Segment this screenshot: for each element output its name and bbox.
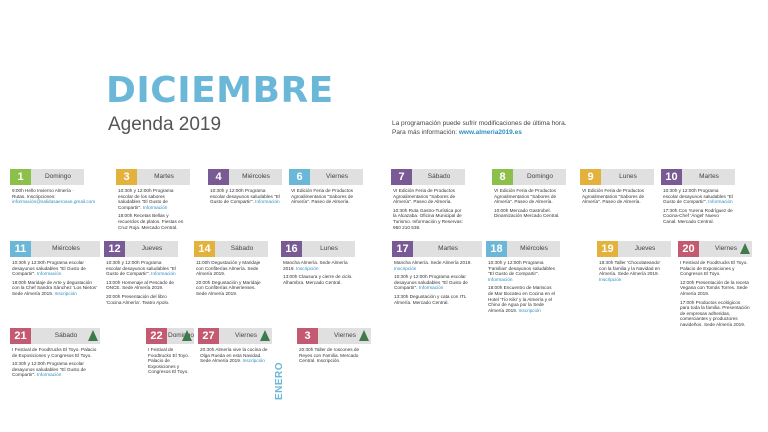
event-text: VI Edición Feria de Productos Agroalimentarios "Sabores de Almería". Paseo de Almería. <box>393 188 456 205</box>
day-header <box>146 328 194 344</box>
event-text: VI Edición Feria de Productos Agroalimentarios "Sabores de Almería". Paseo de Almería. <box>494 188 557 205</box>
day-header <box>678 241 752 257</box>
event-text: 18:30h Taller 'Chocolateando' con la familia y la Navidad en Almería. Sede Almería 2019. <box>599 260 661 277</box>
day-card <box>194 241 268 300</box>
event-item <box>106 280 176 291</box>
day-events <box>198 344 272 364</box>
day-number: 3 <box>297 328 318 344</box>
day-card <box>580 169 654 208</box>
day-number: 20 <box>678 241 699 257</box>
day-header <box>10 169 84 185</box>
day-weekday: Martes <box>699 173 719 180</box>
info-link[interactable]: Información <box>151 271 176 277</box>
day-card <box>198 328 272 367</box>
day-number: 4 <box>208 169 229 185</box>
event-item <box>299 347 369 364</box>
event-text: 10:30h y 12:00h Programa escolar desayunos saludables "El Gusto de Compartir". <box>12 361 86 378</box>
event-item <box>394 260 480 271</box>
day-card <box>281 241 355 288</box>
day-events <box>486 257 560 313</box>
event-item <box>393 188 463 205</box>
day-header <box>104 241 178 257</box>
christmas-tree-icon <box>359 330 369 341</box>
day-events <box>116 185 190 230</box>
day-header <box>392 241 482 257</box>
event-text: 10:30h y 12:00h Programa 'Familias' desayunos saludables "El Gusto de Compartir". <box>488 260 555 277</box>
event-item <box>106 294 176 305</box>
event-item <box>283 260 353 271</box>
event-text: 18:00h Encuentro de Mariscos de Mar Bocateo en Cocina en el Hotel 'Tío Kiki' y la Almería y el Chino de Agua por la Sede Almería 2019. <box>488 285 555 313</box>
info-link[interactable]: Inscripción <box>54 290 77 296</box>
day-number: 17 <box>392 241 413 257</box>
event-text: 20:00h Presentación del libro 'Cocina Almería'. Teatro Apolo. <box>106 293 170 305</box>
day-events <box>597 257 671 282</box>
event-text: 17:00h Productos ecológicos para toda la familia. Presentación de empresas adheridas, comerciantes y productores navideños. Sede Almería 2019. <box>680 299 750 327</box>
day-number: 12 <box>104 241 125 257</box>
info-link[interactable]: Información <box>36 271 62 277</box>
day-weekday: Viernes <box>334 332 356 339</box>
notice-prefix: Para más información: <box>392 129 459 136</box>
day-header <box>10 241 100 257</box>
day-weekday: Viernes <box>235 332 257 339</box>
day-number: 3 <box>116 169 137 185</box>
day-number: 14 <box>194 241 215 257</box>
day-header <box>492 169 566 185</box>
info-link[interactable]: Información <box>488 276 513 282</box>
day-header <box>597 241 671 257</box>
day-header <box>580 169 654 185</box>
day-number: 21 <box>10 328 31 344</box>
info-link[interactable]: Inscripción <box>518 307 541 313</box>
info-link[interactable]: Inscripción <box>242 358 265 364</box>
event-item <box>283 274 353 285</box>
day-weekday: Domingo <box>168 332 195 339</box>
event-item <box>394 274 480 291</box>
event-item <box>12 347 98 358</box>
event-item <box>680 260 750 277</box>
event-text: 9:00h Hello Invierno Almería · Rutas. Inscripciones: <box>12 188 74 199</box>
day-header <box>297 328 371 344</box>
event-item <box>394 294 480 305</box>
event-text: VI Edición Feria de Productos Agroalimentarios "Sabores de Almería". Paseo de Almería. <box>582 188 645 205</box>
day-events <box>10 257 100 297</box>
event-item <box>200 347 270 364</box>
day-number: 1 <box>10 169 31 185</box>
day-events <box>297 344 371 364</box>
day-number: 16 <box>281 241 302 257</box>
event-item <box>393 208 463 230</box>
day-number: 18 <box>486 241 507 257</box>
day-number: 9 <box>580 169 601 185</box>
event-text: 13:00h Homenaje al Pescado de ONCE. Sede Almería 2019. <box>106 279 175 291</box>
day-number: 19 <box>597 241 618 257</box>
day-card <box>486 241 560 316</box>
event-item <box>494 188 564 205</box>
day-header <box>198 328 272 344</box>
day-weekday: Miércoles <box>520 245 548 252</box>
day-events <box>208 185 282 205</box>
christmas-tree-icon <box>182 330 192 341</box>
day-events <box>661 185 735 225</box>
day-card <box>661 169 735 228</box>
day-events <box>391 185 465 230</box>
day-weekday: Jueves <box>634 245 656 252</box>
event-text: 10:30h Ruta Gastro-Turística por la Alcazaba. Oficina Municipal de Turismo. Información y Reservas: 950 210 538. <box>393 207 463 230</box>
day-weekday: Sábado <box>230 245 254 252</box>
day-events <box>289 185 363 205</box>
day-card <box>297 328 371 367</box>
day-number: 6 <box>289 169 310 185</box>
day-weekday: Sábado <box>54 332 78 339</box>
event-item <box>210 188 280 205</box>
day-card <box>146 328 194 378</box>
day-card <box>104 241 178 308</box>
event-text: 12:00h Presentación de la receta Vegana con Tomás Torres. Sede Almería 2019. <box>680 279 749 296</box>
info-link[interactable]: Información <box>142 204 168 210</box>
day-weekday: Miércoles <box>52 245 80 252</box>
christmas-tree-icon <box>88 330 98 341</box>
event-item <box>680 300 750 328</box>
day-weekday: Martes <box>438 245 458 252</box>
day-events <box>10 344 100 378</box>
day-card <box>678 241 752 331</box>
event-text: 10:30h y 12:00h Programa escolar desayunos saludables "El Gusto de Compartir". <box>663 188 733 205</box>
day-header <box>289 169 363 185</box>
day-number: 27 <box>198 328 219 344</box>
day-events <box>678 257 752 328</box>
event-text: I Festival de Foodtrucks El Toyo. Palacio de Exposiciones y Congresos El Toyo. <box>680 260 748 277</box>
event-text: 10:30h y 12:00h Programa escolar desayunos saludables "El Gusto de Compartir". <box>12 260 86 277</box>
day-card <box>208 169 282 208</box>
event-item <box>291 188 361 205</box>
day-number: 8 <box>492 169 513 185</box>
event-text: Mancha Almería. Sede Almería 2019. <box>283 260 348 271</box>
event-item <box>12 260 98 277</box>
day-weekday: Martes <box>154 173 174 180</box>
event-item <box>12 280 98 297</box>
day-header <box>661 169 735 185</box>
info-link[interactable]: Inscripción <box>394 265 417 271</box>
info-link[interactable]: Inscripción <box>599 276 622 282</box>
info-link[interactable]: Inscripción <box>296 265 319 271</box>
event-text: 18:00h Maridaje de Arte y degustación con la Chef Sandra Sánchez 'Los Nietos' Sede Almería 2019. <box>12 279 97 296</box>
event-text: 11:00h Degustación y Maridaje con Confiterías Almería. Sede Almería 2019. <box>196 260 261 277</box>
christmas-tree-icon <box>260 330 270 341</box>
day-number: 7 <box>391 169 412 185</box>
day-events <box>492 185 566 219</box>
event-text: 20:30h Taller de roscones de Reyes con Familia. Mercado Central. Inscripción. <box>299 347 360 364</box>
info-link[interactable]: Información <box>708 199 733 205</box>
event-text: 10:00h Mercado Gastrobel. Dinamización Mercado Central. <box>494 207 560 219</box>
notice-line-1: La programación puede sufrir modificaciones de última hora. <box>392 120 567 127</box>
event-item <box>494 208 564 219</box>
event-text: 10:30h y 12:00h Programa escolar desayunos saludables "El Gusto de Compartir". <box>106 260 176 277</box>
event-item <box>12 361 98 378</box>
day-events <box>104 257 178 305</box>
event-text: 17:30h Con Yurena Rodríguez de Cocina-Chef 'Ángel' Nuevo Canal. Mercado Central. <box>663 207 733 224</box>
event-item <box>12 188 96 205</box>
day-card <box>10 241 100 300</box>
info-link[interactable]: Información <box>36 372 62 378</box>
day-events <box>580 185 654 205</box>
day-number: 10 <box>661 169 682 185</box>
day-weekday: Jueves <box>141 245 163 252</box>
day-card <box>392 241 482 308</box>
event-item <box>663 188 733 205</box>
day-weekday: Lunes <box>320 245 338 252</box>
day-events <box>194 257 268 297</box>
day-weekday: Viernes <box>326 173 348 180</box>
day-weekday: Domingo <box>526 173 553 180</box>
info-link[interactable]: Información <box>418 285 444 291</box>
christmas-tree-icon <box>740 243 750 254</box>
event-item <box>488 285 558 313</box>
day-weekday: Miércoles <box>242 173 270 180</box>
day-header <box>486 241 560 257</box>
event-text: I Festival de Foodtrucks El Toyo. Palacio de Exposiciones y Congresos El Toyo. <box>12 347 97 358</box>
day-number: 22 <box>146 328 167 344</box>
event-text: 20:30h Almería vive la cocina de Olga Rueda en esta Navidad. Sede Almería 2019. <box>200 347 268 364</box>
day-header <box>391 169 465 185</box>
day-header <box>194 241 268 257</box>
info-link[interactable]: información@salidasaeroaxe.gmail.com <box>12 199 96 205</box>
event-text: 13:00h Clausura y cierre de ciclo. Alhambra. Mercado Central. <box>283 274 353 285</box>
page-title: DICIEMBRE <box>106 70 334 111</box>
event-item <box>196 260 266 277</box>
event-text: 20:00h Degustación y Maridaje con Confiterías Almerienses. Sede Almería 2019. <box>196 279 261 296</box>
event-text: 10:30h y 12:00h Programa escolar desayunos saludables "El Gusto de Compartir". <box>210 188 280 205</box>
event-item <box>148 347 192 375</box>
info-link[interactable]: Información <box>255 199 280 205</box>
event-text: 10:30h y 12:00h Programa escolar desayunos saludables "El Gusto de Compartir". <box>394 274 468 291</box>
event-text: VI Edición Feria de Productos Agroalimentarios "Sabores de Almería". Paseo de Almería. <box>291 188 354 205</box>
day-header <box>116 169 190 185</box>
day-card <box>597 241 671 285</box>
event-item <box>118 188 188 210</box>
day-header <box>10 328 100 344</box>
day-events <box>281 257 355 285</box>
day-card <box>289 169 363 208</box>
event-item <box>582 188 652 205</box>
event-item <box>663 208 733 225</box>
day-card <box>492 169 566 222</box>
event-item <box>599 260 669 282</box>
day-events <box>392 257 482 305</box>
day-weekday: Domingo <box>44 173 71 180</box>
day-header <box>281 241 355 257</box>
event-item <box>106 260 176 277</box>
month-label-enero: ENERO <box>274 361 285 400</box>
page-subtitle: Agenda 2019 <box>108 114 222 135</box>
event-text: 13:30h Degustación y cata con ITL Almería. Mercado Central. <box>394 293 467 305</box>
day-header <box>208 169 282 185</box>
day-card <box>10 328 100 381</box>
day-weekday: Lunes <box>619 173 637 180</box>
website-link[interactable]: www.almeria2019.es <box>458 129 522 136</box>
event-text: 18:00h Recetas Bellas y recuerdos de platos. Fiestas en Cruz Roja. Mercado Central. <box>118 213 184 230</box>
event-text: 10:30h y 12:00h Programa escolar de los sabores saludables "El Gusto de Compartir". <box>118 188 174 210</box>
day-number: 11 <box>10 241 31 257</box>
event-item <box>196 280 266 297</box>
day-weekday: Sábado <box>427 173 451 180</box>
event-text: I Festival de Foodtrucks El Toyo. Palacio de Exposiciones y Congresos El Toyo. <box>148 347 190 375</box>
event-item <box>118 213 188 230</box>
event-item <box>488 260 558 282</box>
event-text: Mancha Almería. Sede Almería 2019. <box>394 260 472 265</box>
day-events <box>146 344 194 375</box>
day-card <box>391 169 465 233</box>
day-events <box>10 185 96 205</box>
day-card <box>10 169 96 208</box>
event-item <box>680 280 750 297</box>
day-weekday: Viernes <box>715 245 737 252</box>
day-card <box>116 169 190 233</box>
